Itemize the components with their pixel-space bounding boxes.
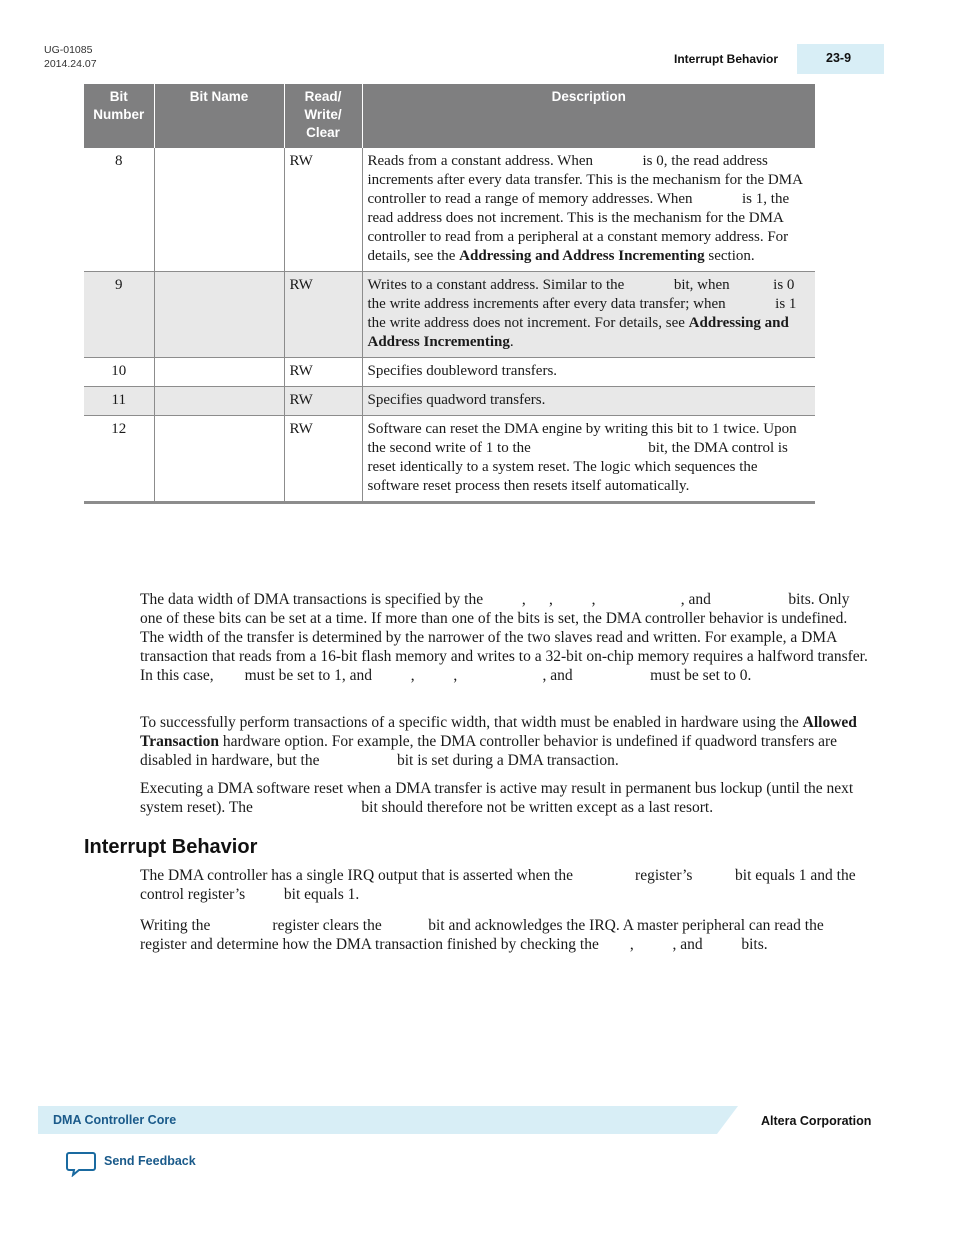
- table-row: [84, 272, 815, 358]
- col-header-bit-name: Bit Name: [154, 84, 284, 148]
- footer-doc-title-link[interactable]: DMA Controller Core: [53, 1113, 177, 1127]
- table-row: [84, 148, 815, 272]
- paragraph-data-width: The data width of DMA transactions is specified by the , , , , and bits. Only one of these bits can be set at a time. If more than one of the bits is set, the DMA controller behavior is undefined. The width of the transfer is determined by the narrower of the two slaves read and written. For example, a DMA transaction that reads from a 16-bit flash memory and writes to a 32-bit on-chip memory requires a halfword transfer. In this case, must be set to 1, and , , , and must be set to 0.: [140, 591, 872, 684]
- paragraph-irq-output: The DMA controller has a single IRQ output that is asserted when the register’s bit equals 1 and the control register’s bit equals 1.: [140, 867, 860, 903]
- register-bit-table: [84, 84, 815, 504]
- document-id: [44, 43, 97, 71]
- col-header-bit-number: Bit Number: [84, 84, 154, 148]
- bit-access: RW: [284, 416, 362, 503]
- paragraph-software-reset: Executing a DMA software reset when a DMA transfer is active may result in permanent bus lockup (until the next system reset). The bit should therefore not be written except as a last resort.: [140, 780, 858, 816]
- bit-number: 11: [84, 387, 154, 416]
- table-row: [84, 416, 815, 503]
- running-header-section: Interrupt Behavior: [674, 52, 779, 66]
- bit-access: RW: [284, 272, 362, 358]
- bit-number: 12: [84, 416, 154, 503]
- doc-date: 2014.24.07: [44, 58, 97, 70]
- bit-description: Reads from a constant address. When is 0, the read address increments after every data transfer. This is the mechanism for the DMA controller to read a range of memory addresses. When is 1, the read address does not increment. This is the mechanism for the DMA controller to read from a peripheral at a constant memory address. For details, see the Addressing and Address Incrementing section.: [362, 148, 815, 272]
- bit-access: RW: [284, 387, 362, 416]
- table-header-row: [84, 84, 815, 148]
- bit-name: [154, 148, 284, 272]
- bit-description: Writes to a constant address. Similar to the bit, when is 0 the write address increments after every data transfer; when is 1 the write address does not increment. For details, see Addressing and Address Incrementing.: [362, 272, 815, 358]
- col-header-description: Description: [362, 84, 815, 148]
- bit-access: RW: [284, 358, 362, 387]
- bit-description: Specifies doubleword transfers.: [362, 358, 815, 387]
- bit-access: RW: [284, 148, 362, 272]
- doc-number: UG-01085: [44, 44, 93, 56]
- send-feedback-link[interactable]: Send Feedback: [104, 1154, 196, 1168]
- paragraph-irq-acknowledge: Writing the register clears the bit and acknowledges the IRQ. A master peripheral can read the register and determine how the DMA transaction finished by checking the , , and bits.: [140, 917, 886, 953]
- page-number: 23-9: [826, 51, 852, 65]
- bit-description: Specifies quadword transfers.: [362, 387, 815, 416]
- table-row: [84, 358, 815, 387]
- bit-name: [154, 358, 284, 387]
- table-row: [84, 387, 815, 416]
- col-header-rwc: Read/ Write/ Clear: [284, 84, 362, 148]
- paragraph-allowed-transaction: To successfully perform transactions of a specific width, that width must be enabled in hardware using the Allowed Transaction hardware option. For example, the DMA controller behavior is undefined if quadword transfers are disabled in hardware, but the bit is set during a DMA transaction.: [140, 714, 861, 769]
- feedback-speech-bubble-icon[interactable]: [66, 1151, 96, 1177]
- bit-name: [154, 387, 284, 416]
- bit-number: 10: [84, 358, 154, 387]
- bit-name: [154, 272, 284, 358]
- section-heading-interrupt-behavior: Interrupt Behavior: [84, 836, 258, 858]
- bit-description: Software can reset the DMA engine by writing this bit to 1 twice. Upon the second write of 1 to the bit, the DMA control is reset identically to a system reset. The logic which sequences the software reset process then resets itself automatically.: [362, 416, 815, 503]
- bit-number: 9: [84, 272, 154, 358]
- bit-number: 8: [84, 148, 154, 272]
- footer-company: Altera Corporation: [761, 1114, 872, 1128]
- bit-name: [154, 416, 284, 503]
